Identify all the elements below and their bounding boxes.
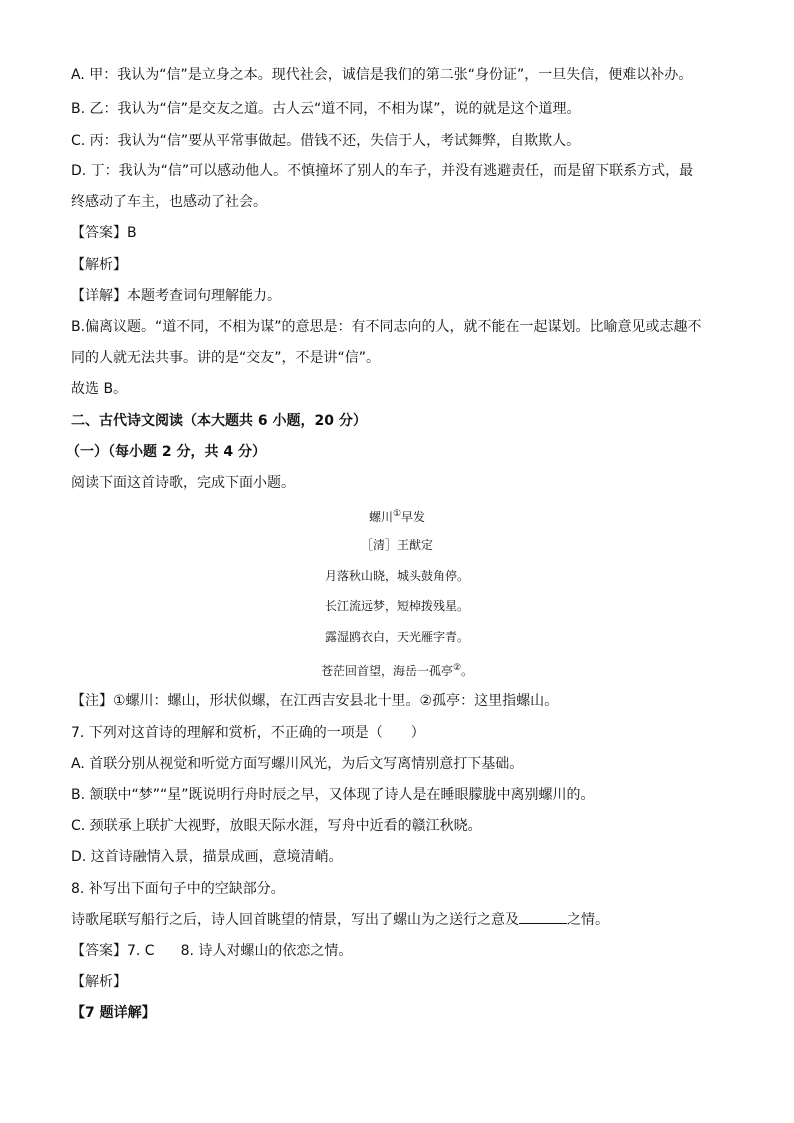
option-c: C. 丙：我认为“信”要从平常事做起。借钱不还，失信于人，考试舞弊，自欺欺人。 (71, 133, 581, 149)
poem-author: ［清］王猷定 (360, 538, 433, 552)
poem-title-note-mark: ① (392, 509, 402, 519)
q7-option-d: D. 这首诗融情入景，描景成画，意境清峭。 (71, 849, 343, 865)
q7-option-a: A. 首联分别从视觉和听觉方面写螺川风光，为后文写离情别意打下基础。 (71, 756, 524, 772)
q7-stem: 7. 下列对这首诗的理解和赏析，不正确的一项是（ ） (71, 725, 425, 741)
answer-8: 8. 诗人对螺山的依恋之情。 (180, 943, 353, 959)
q8-body-end: 之情。 (567, 912, 609, 928)
q6-detail: 【详解】本题考查词句理解能力。 (71, 288, 281, 304)
answers-analysis-label: 【解析】 (71, 974, 127, 990)
q6-analysis-label: 【解析】 (71, 257, 127, 273)
option-a: A. 甲：我认为“信”是立身之本。现代社会，诚信是我们的第二张“身份证”，一旦失信，便难以补办。 (71, 67, 693, 83)
q8-body-text: 诗歌尾联写船行之后，诗人回首眺望的情景，写出了螺山为之送行之意及 (71, 912, 519, 928)
q6-answer: 【答案】B (71, 225, 137, 241)
answer-blank (519, 911, 567, 924)
section-title: 二、古代诗文阅读（本大题共 6 小题，20 分） (71, 413, 367, 429)
option-b: B. 乙：我认为“信”是交友之道。古人云“道不同，不相为谋”，说的就是这个道理。 (71, 101, 581, 117)
q8-body (71, 911, 609, 929)
poem-line-4-end: 。 (461, 664, 474, 678)
reading-instruction: 阅读下面这首诗歌，完成下面小题。 (71, 475, 295, 491)
poem-line-3: 露湿鸥衣白，天光雁字青。 (324, 630, 469, 644)
poem-line-4-text: 苍茫回首望，海岳一孤亭 (320, 664, 453, 678)
poem-title-text-b: 早发 (401, 510, 426, 524)
q7-detail-label: 【7 题详解】 (71, 1005, 156, 1021)
answers-line (71, 942, 352, 960)
poem-line-2: 长江流远梦，短棹拨残星。 (324, 599, 469, 613)
option-d-line2: 终感动了车主，也感动了社会。 (71, 194, 267, 210)
option-d-line1: D. 丁：我认为“信”可以感动他人。不慎撞坏了别人的车子，并没有逃避责任，而是留下联系方式，最 (71, 163, 694, 179)
q8-stem: 8. 补写出下面句子中的空缺部分。 (71, 881, 285, 897)
poem-notes: 【注】①螺川：螺山，形状似螺，在江西吉安县北十里。②孤亭：这里指螺山。 (71, 693, 559, 709)
poem-line-4-note-mark: ② (452, 663, 462, 673)
q6-conclusion: 故选 B。 (71, 381, 128, 397)
q6-explanation-line2: 同的人就无法共事。讲的是“交友”，不是讲“信”。 (71, 350, 381, 366)
poem-line-4 (0, 660, 794, 679)
q7-option-b: B. 颔联中“梦”“星”既说明行舟时辰之早，又体现了诗人是在睡眼朦胧中离别螺川的。 (71, 787, 595, 803)
poem-title (0, 506, 794, 525)
answer-7: 【答案】7. C (71, 943, 155, 959)
poem-title-text-a: 螺川 (368, 510, 393, 524)
poem-line-1: 月落秋山晓，城头鼓角停。 (324, 569, 469, 583)
q6-explanation-line1: B.偏离议题。“道不同，不相为谋”的意思是：有不同志向的人，就不能在一起谋划。比喻意见或志趣不 (71, 319, 702, 335)
subsection-title: （一）（每小题 2 分，共 4 分） (66, 444, 266, 460)
q7-option-c: C. 颈联承上联扩大视野，放眼天际水涯，写舟中近看的赣江秋晓。 (71, 818, 482, 834)
